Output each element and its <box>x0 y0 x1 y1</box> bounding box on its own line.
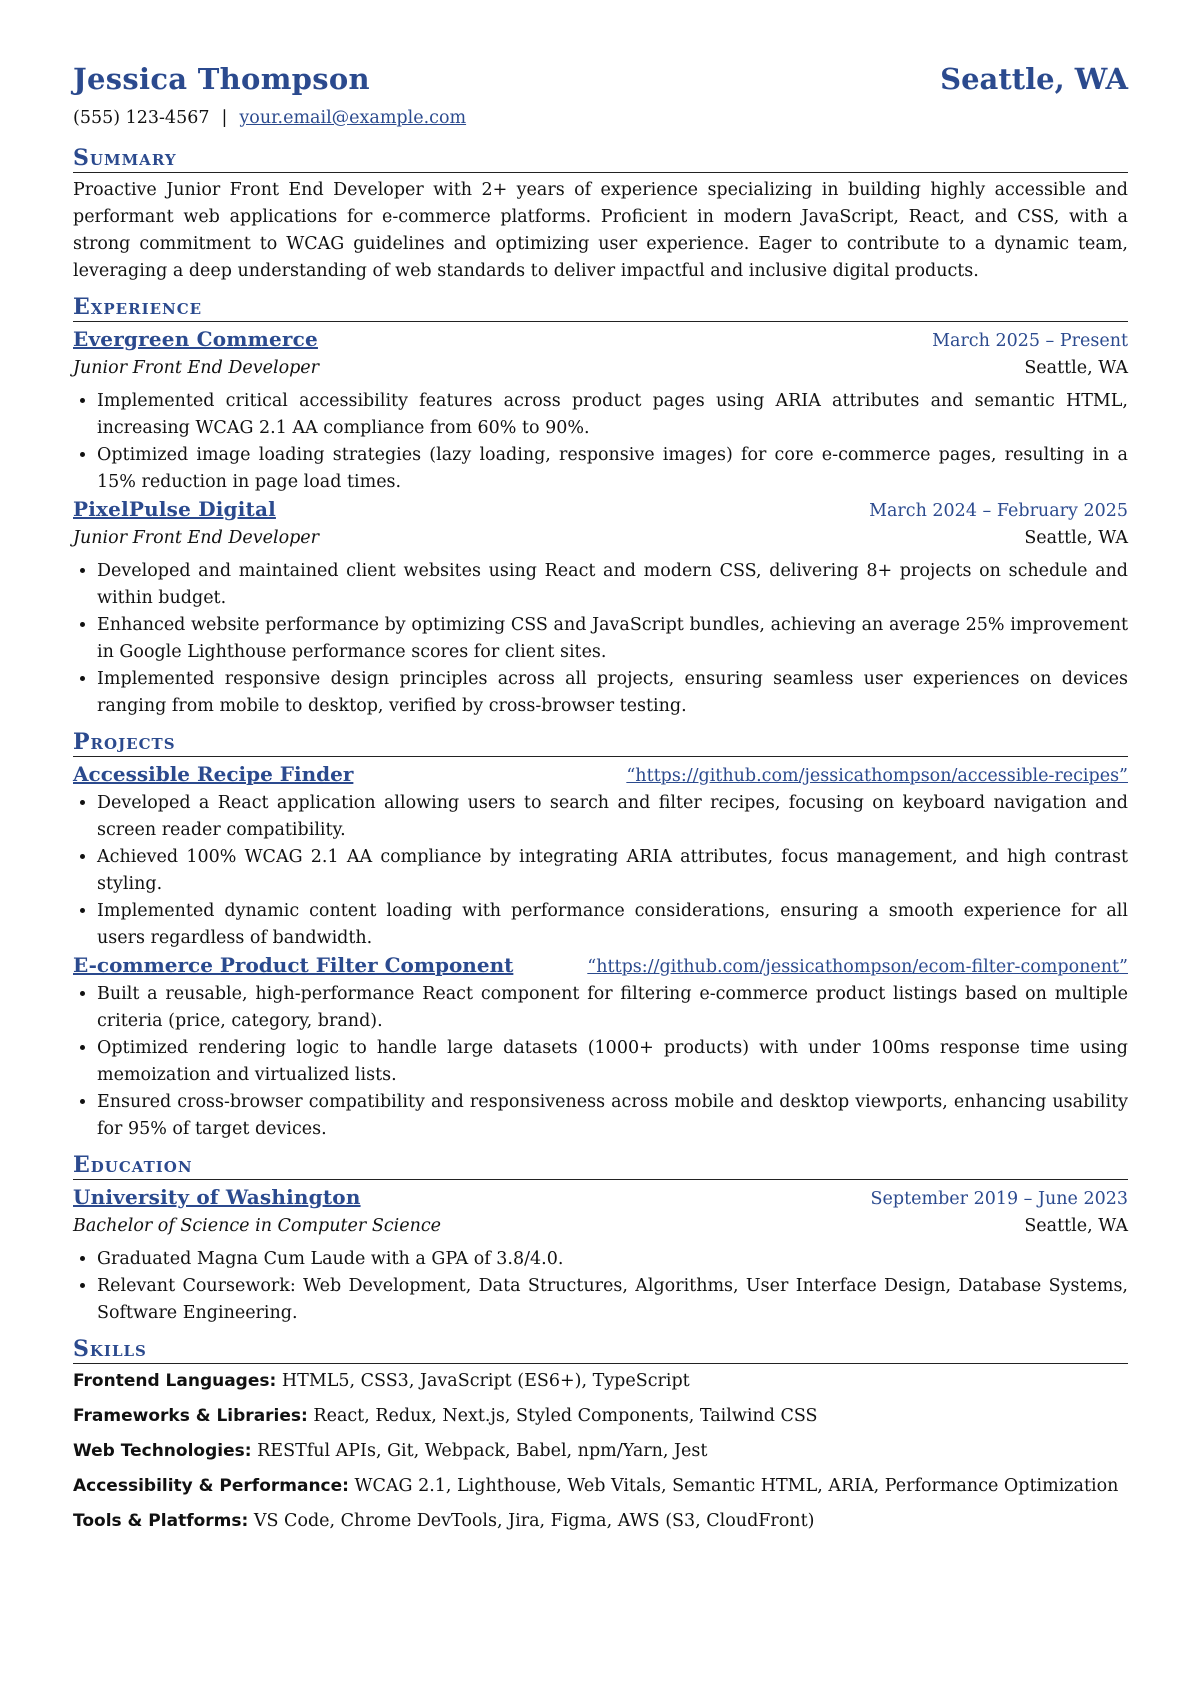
project-name[interactable]: Accessible Recipe Finder <box>73 762 354 786</box>
skill-value: HTML5, CSS3, JavaScript (ES6+), TypeScript <box>281 1371 690 1391</box>
section-title-experience: Experience <box>73 293 1128 322</box>
entry-header <box>73 496 1128 525</box>
experience-entry <box>73 496 1128 720</box>
list-item: • Developed and maintained client websites using React and modern CSS, delivering 8+ projects on schedule and within budget. <box>97 558 1128 612</box>
phone-number: (555) 123-4567 <box>73 108 210 128</box>
section-title-education: Education <box>73 1151 1128 1180</box>
summary-text: Proactive Junior Front End Developer with 2+ years of experience specializing in building highly accessible and performant web applications for e-commerce platforms. Proficient in modern JavaScript, React, and CSS, with a strong commitment to WCAG guidelines and optimizing user experience. Eager to contribute to a dynamic team, leveraging a deep understanding of web standards to deliver impactful and inclusive digital products. <box>73 180 1128 281</box>
skills-list <box>73 1368 1128 1535</box>
list-item: • Built a reusable, high-performance React component for filtering e-commerce product listings based on multiple criteria (price, category, brand). <box>97 981 1128 1035</box>
section-title-skills: Skills <box>73 1335 1128 1364</box>
skill-value: RESTful APIs, Git, Webpack, Babel, npm/Yarn, Jest <box>257 1441 708 1461</box>
education-entry <box>73 1184 1128 1327</box>
skill-value: WCAG 2.1, Lighthouse, Web Vitals, Semantic HTML, ARIA, Performance Optimization <box>354 1476 1119 1496</box>
skill-row <box>73 1508 1128 1535</box>
skill-value: React, Redux, Next.js, Styled Components, Tailwind CSS <box>313 1406 818 1426</box>
list-item: • Achieved 100% WCAG 2.1 AA compliance by integrating ARIA attributes, focus management, and high contrast styling. <box>97 844 1128 898</box>
skill-label: Accessibility & Performance: <box>73 1476 349 1496</box>
list-item: • Relevant Coursework: Web Development, Data Structures, Algorithms, User Interface Design, Database Systems, Software Engineering. <box>97 1273 1128 1327</box>
skill-label: Tools & Platforms: <box>73 1511 249 1531</box>
bullet-list <box>73 388 1128 496</box>
skill-row <box>73 1403 1128 1430</box>
list-item: • Implemented responsive design principles across all projects, ensuring seamless user experiences on devices ranging from mobile to desktop, verified by cross-browser testing. <box>97 666 1128 720</box>
list-item: • Optimized image loading strategies (lazy loading, responsive images) for core e-commerce pages, resulting in a 15% reduction in page load times. <box>97 442 1128 496</box>
project-entry <box>73 761 1128 952</box>
project-entry <box>73 952 1128 1143</box>
job-title: Junior Front End Developer <box>73 358 320 378</box>
candidate-name: Jessica Thompson <box>73 62 370 96</box>
list-item: • Enhanced website performance by optimizing CSS and JavaScript bundles, achieving an average 25% improvement in Google Lighthouse performance scores for client sites. <box>97 612 1128 666</box>
project-header <box>73 952 1128 981</box>
list-item: • Ensured cross-browser compatibility and responsiveness across mobile and desktop viewports, enhancing usability for 95% of target devices. <box>97 1089 1128 1143</box>
company-name[interactable]: Evergreen Commerce <box>73 327 318 351</box>
list-item: • Developed a React application allowing users to search and filter recipes, focusing on keyboard navigation and screen reader compatibility. <box>97 790 1128 844</box>
project-header <box>73 761 1128 790</box>
skill-row <box>73 1438 1128 1465</box>
bullet-list <box>73 1246 1128 1327</box>
list-item: • Graduated Magna Cum Laude with a GPA of 3.8/4.0. <box>97 1246 1128 1273</box>
experience-entry <box>73 326 1128 496</box>
job-title: Junior Front End Developer <box>73 528 320 548</box>
resume-header <box>73 62 1128 106</box>
job-location: Seattle, WA <box>1024 358 1128 378</box>
skill-value: VS Code, Chrome DevTools, Jira, Figma, AWS (S3, CloudFront) <box>253 1511 815 1531</box>
skill-row <box>73 1473 1128 1500</box>
project-link[interactable]: “https://github.com/jessicathompson/ecom-filter-component” <box>587 957 1128 977</box>
project-link[interactable]: “https://github.com/jessicathompson/accessible-recipes” <box>626 766 1128 786</box>
skill-label: Web Technologies: <box>73 1441 252 1461</box>
list-item: • Implemented critical accessibility features across product pages using ARIA attributes and semantic HTML, increasing WCAG 2.1 AA compliance from 60% to 90%. <box>97 388 1128 442</box>
list-item: • Implemented dynamic content loading with performance considerations, ensuring a smooth experience for all users regardless of bandwidth. <box>97 898 1128 952</box>
skill-label: Frameworks & Libraries: <box>73 1406 308 1426</box>
bullet-list <box>73 558 1128 720</box>
job-location: Seattle, WA <box>1024 528 1128 548</box>
entry-header <box>73 1184 1128 1213</box>
employment-dates: March 2024 – February 2025 <box>869 501 1128 521</box>
skill-label: Frontend Languages: <box>73 1371 277 1391</box>
school-name[interactable]: University of Washington <box>73 1185 361 1209</box>
skill-row <box>73 1368 1128 1395</box>
bullet-list <box>73 981 1128 1143</box>
resume-content <box>73 62 1128 1543</box>
list-item: • Optimized rendering logic to handle large datasets (1000+ products) with under 100ms response time using memoization and virtualized lists. <box>97 1035 1128 1089</box>
education-dates: September 2019 – June 2023 <box>870 1189 1128 1209</box>
company-name[interactable]: PixelPulse Digital <box>73 497 276 521</box>
section-title-summary: Summary <box>73 144 1128 173</box>
entry-subheader <box>73 525 1128 552</box>
section-title-projects: Projects <box>73 728 1128 757</box>
entry-header <box>73 326 1128 355</box>
bullet-list <box>73 790 1128 952</box>
entry-subheader <box>73 355 1128 382</box>
project-name[interactable]: E-commerce Product Filter Component <box>73 953 514 977</box>
candidate-location: Seattle, WA <box>940 62 1128 96</box>
employment-dates: March 2025 – Present <box>932 331 1128 351</box>
contact-line <box>73 108 1128 136</box>
school-location: Seattle, WA <box>1024 1216 1128 1236</box>
contact-separator: | <box>221 108 228 128</box>
email-link[interactable]: your.email@example.com <box>239 108 467 128</box>
degree: Bachelor of Science in Computer Science <box>73 1216 442 1236</box>
entry-subheader <box>73 1213 1128 1240</box>
